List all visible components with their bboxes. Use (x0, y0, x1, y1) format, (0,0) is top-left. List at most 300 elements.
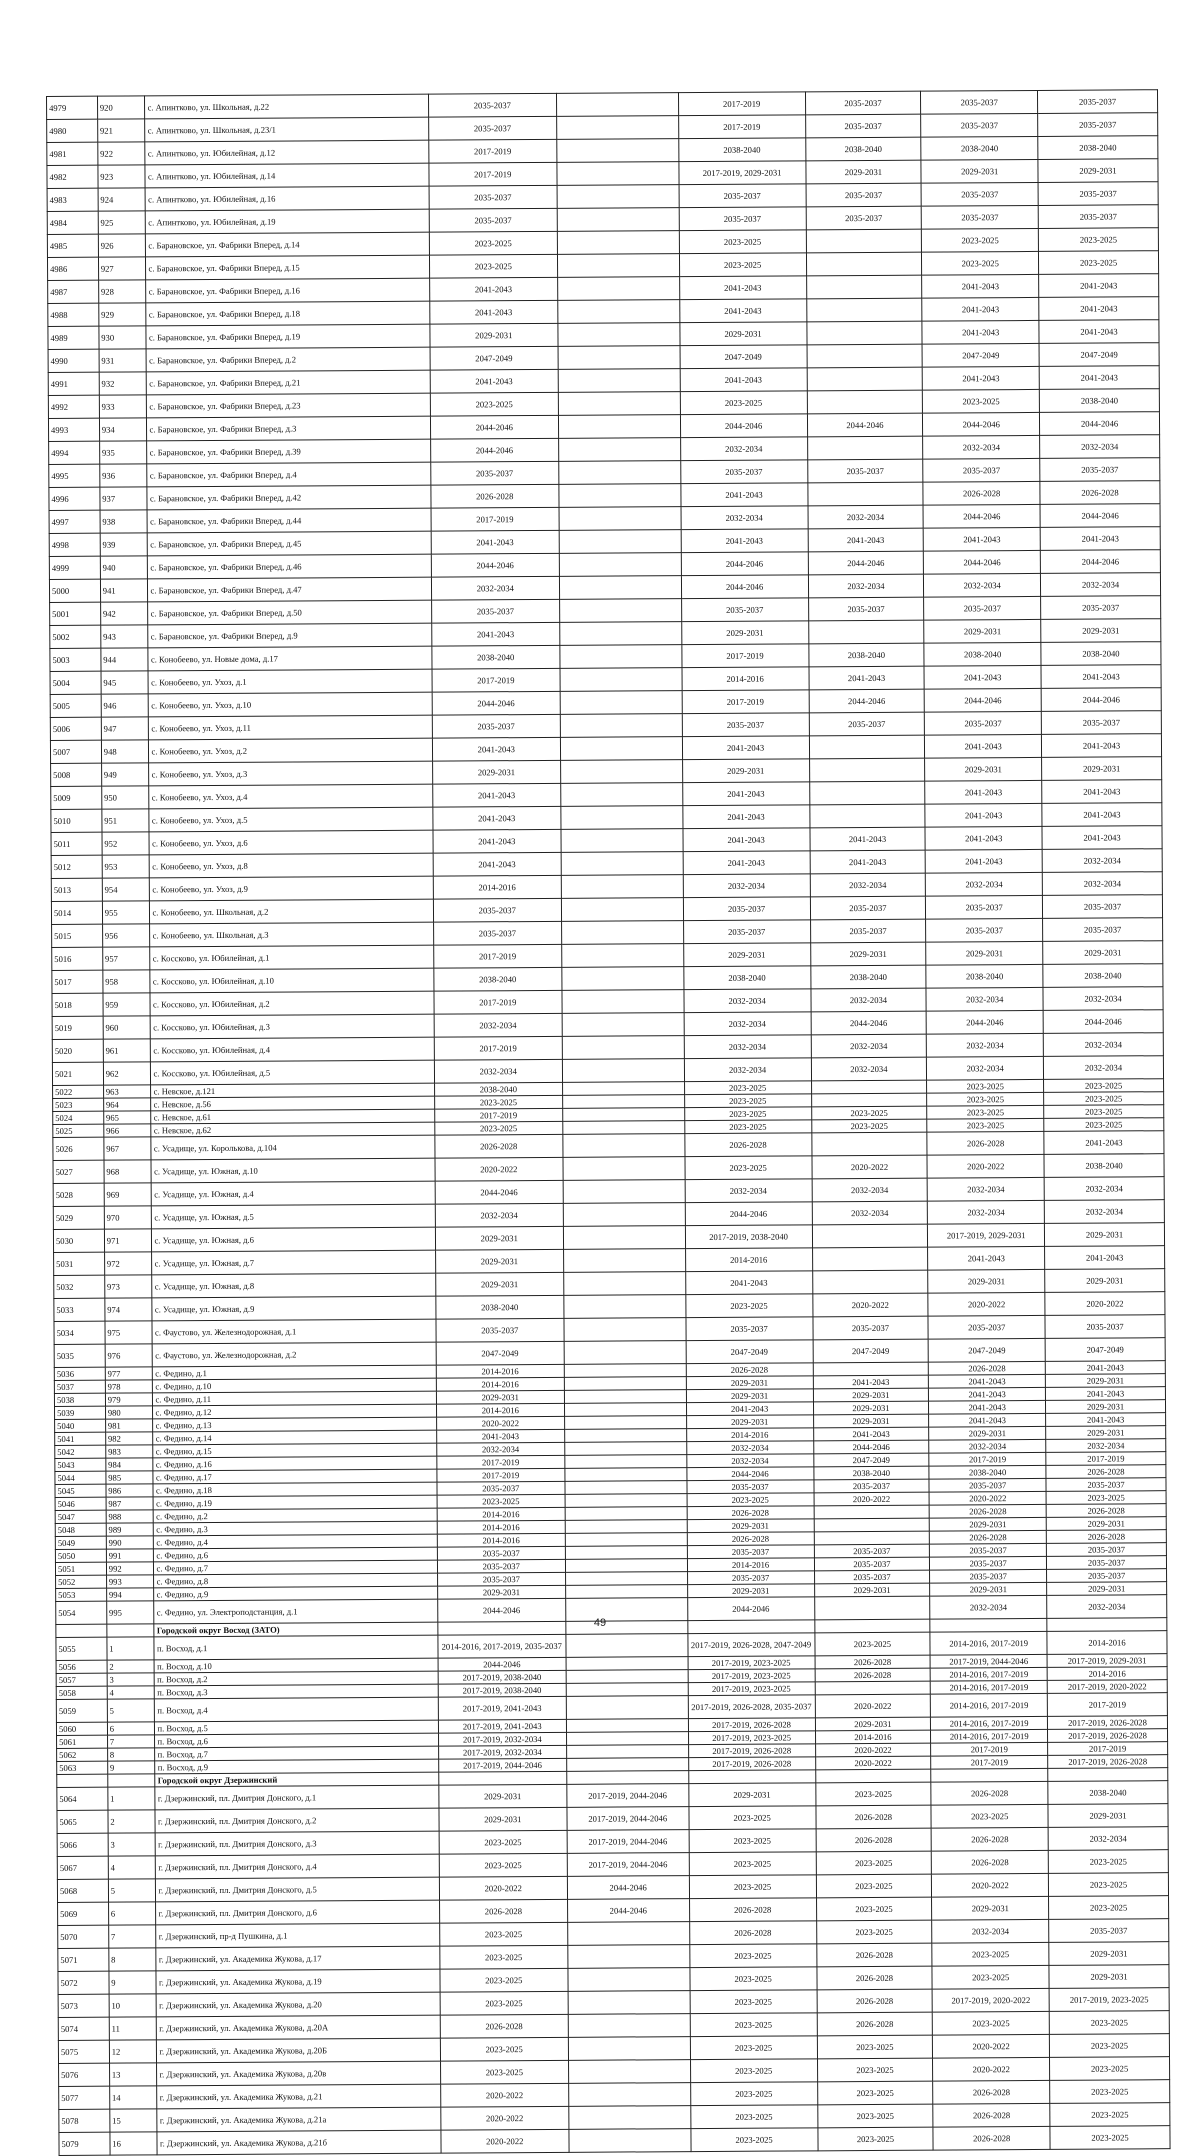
row-number-cell: 5066 (57, 1833, 108, 1856)
period-cell-6: 2035-2037 (1049, 1919, 1169, 1943)
period-cell-6: 2041-2043 (1045, 1246, 1165, 1270)
period-cell-1: 2032-2034 (431, 576, 559, 600)
address-cell: с. Апинтково, ул. Школьная, д.22 (145, 94, 428, 119)
local-number-cell: 7 (107, 1735, 155, 1748)
period-cell-2 (558, 323, 680, 347)
period-cell-1: 2017-2019 (431, 507, 559, 531)
row-number-cell: 5057 (56, 1673, 107, 1686)
row-number-cell: 5047 (55, 1510, 106, 1523)
period-cell-3: 2032-2034 (680, 437, 807, 461)
row-number-cell: 5027 (53, 1160, 104, 1183)
local-number-cell: 6 (108, 1902, 156, 1925)
local-number-cell: 962 (103, 1062, 151, 1085)
period-cell-1: 2044-2046 (438, 1598, 566, 1622)
address-cell: с. Барановское, ул. Фабрики Вперед, д.46 (148, 554, 431, 579)
period-cell-2 (560, 668, 682, 692)
period-cell-3: 2017-2019, 2038-2040 (685, 1225, 812, 1249)
period-cell-1: 2026-2028 (435, 1134, 563, 1158)
row-number-cell: 5063 (57, 1761, 108, 1774)
period-cell-1: 2029-2031 (430, 323, 558, 347)
period-cell-5: 2032-2034 (929, 1439, 1046, 1453)
period-cell-5: 2014-2016, 2017-2019 (931, 1729, 1048, 1743)
period-cell-3: 2035-2037 (687, 1571, 814, 1585)
row-number-cell: 5072 (58, 1971, 109, 1994)
period-cell-6: 2017-2019, 2020-2022 (1047, 1680, 1167, 1694)
row-number-cell: 5000 (49, 579, 100, 602)
address-cell: с. Апинтково, ул. Юбилейная, д.16 (146, 186, 429, 211)
local-number-cell: 992 (106, 1562, 154, 1575)
address-cell: с. Апинтково, ул. Юбилейная, д.14 (145, 163, 428, 188)
row-number-cell: 5028 (53, 1183, 104, 1206)
period-cell-1: 2014-2016 (433, 875, 561, 899)
period-cell-4: 2032-2034 (812, 1178, 928, 1202)
period-cell-4: 2035-2037 (807, 459, 923, 483)
period-cell-2 (566, 1758, 688, 1772)
period-cell-3: 2023-2025 (690, 2082, 817, 2106)
period-cell-2 (562, 990, 684, 1014)
period-cell-4 (812, 1247, 928, 1271)
period-cell-6: 2035-2037 (1041, 711, 1161, 735)
period-cell-1: 2029-2031 (439, 1807, 567, 1831)
period-cell-5: 2035-2037 (925, 711, 1042, 735)
period-cell-5: 2041-2043 (925, 734, 1042, 758)
period-cell-5: 2035-2037 (926, 895, 1043, 919)
period-cell-5: 2023-2025 (932, 1965, 1049, 1989)
period-cell-4: 2044-2046 (808, 551, 924, 575)
local-number-cell: 984 (106, 1458, 154, 1471)
period-cell-4: 2029-2031 (814, 1583, 930, 1597)
period-cell-4: 2035-2037 (806, 183, 922, 207)
row-number-cell: 5040 (55, 1419, 106, 1432)
period-cell-5: 2041-2043 (925, 780, 1042, 804)
address-cell: г. Дзержинский, ул. Академика Жукова, д.20в (157, 2061, 440, 2086)
period-cell-4 (809, 804, 925, 828)
period-cell-6: 2029-2031 (1049, 1965, 1169, 1989)
row-number-cell: 5025 (53, 1124, 104, 1137)
period-cell-1: 2017-2019 (429, 139, 557, 163)
period-cell-2 (557, 185, 679, 209)
period-cell-2 (565, 1494, 687, 1508)
period-cell-2 (558, 415, 680, 439)
row-number-cell: 4985 (47, 234, 98, 257)
period-cell-5: 2041-2043 (925, 826, 1042, 850)
period-cell-2 (568, 1945, 690, 1969)
period-cell-2 (569, 2129, 691, 2153)
period-cell-5: 2023-2025 (932, 1942, 1049, 1966)
period-cell-3: 2023-2025 (690, 2105, 817, 2129)
row-number-cell: 5060 (56, 1722, 107, 1735)
period-cell-3: 2023-2025 (684, 1081, 811, 1095)
period-cell-6: 2023-2025 (1046, 1491, 1166, 1505)
row-number-cell: 5006 (50, 717, 101, 740)
row-number-cell: 5007 (50, 740, 101, 763)
period-cell-2 (561, 921, 683, 945)
period-cell-5: 2035-2037 (924, 596, 1041, 620)
period-cell-6: 2032-2034 (1043, 1033, 1163, 1057)
address-cell: с. Федино, д.19 (154, 1495, 437, 1510)
period-cell-2 (558, 369, 680, 393)
address-cell: с. Барановское, ул. Фабрики Вперед, д.14 (146, 232, 429, 257)
period-cell-5: 2038-2040 (921, 136, 1038, 160)
period-cell-6: 2017-2019 (1046, 1452, 1166, 1466)
period-cell-6: 2032-2034 (1044, 1177, 1164, 1201)
period-cell-4: 2023-2025 (811, 1106, 927, 1120)
local-number-cell: 952 (102, 832, 150, 855)
local-number-cell: 983 (106, 1445, 154, 1458)
period-cell-3: 2029-2031 (686, 1376, 813, 1390)
period-cell-2 (563, 1226, 685, 1250)
period-cell-3: 2041-2043 (681, 483, 808, 507)
period-cell-6: 2032-2034 (1044, 1200, 1164, 1224)
period-cell-5: 2026-2028 (927, 1131, 1044, 1155)
period-cell-6: 2032-2034 (1042, 872, 1162, 896)
address-cell: с. Барановское, ул. Фабрики Вперед, д.19 (146, 324, 429, 349)
period-cell-5: 2023-2025 (927, 1079, 1044, 1093)
address-cell: с. Усадище, ул. Южная, д.10 (151, 1158, 434, 1183)
period-cell-3: 2029-2031 (686, 1415, 813, 1429)
period-cell-1: 2044-2046 (432, 691, 560, 715)
period-cell-6: 2032-2034 (1041, 573, 1161, 597)
address-cell: с. Коссково, ул. Юбилейная, д.4 (151, 1037, 434, 1062)
period-cell-3: 2044-2046 (687, 1597, 814, 1621)
period-cell-6: 2023-2025 (1039, 251, 1159, 275)
period-cell-3: 2035-2037 (682, 713, 809, 737)
address-cell: г. Дзержинский, ул. Академика Жукова, д.17 (156, 1946, 439, 1971)
local-number-cell: 941 (100, 579, 148, 602)
address-cell: с. Федино, д.16 (153, 1456, 436, 1471)
period-cell-6: 2023-2025 (1044, 1079, 1164, 1093)
row-number-cell: 5001 (50, 602, 101, 625)
period-cell-3: 2014-2016 (682, 667, 809, 691)
period-cell-4: 2014-2016 (815, 1730, 931, 1744)
period-cell-2 (559, 576, 681, 600)
row-number-cell: 5075 (58, 2040, 109, 2063)
local-number-cell: 14 (109, 2086, 157, 2109)
local-number-cell: 7 (108, 1925, 156, 1948)
period-cell-1: 2035-2037 (433, 921, 561, 945)
period-cell-6: 2032-2034 (1048, 1827, 1168, 1851)
local-number-cell: 969 (104, 1183, 152, 1206)
period-cell-1: 2023-2025 (429, 231, 557, 255)
period-cell-5: 2032-2034 (926, 872, 1043, 896)
period-cell-1: 2017-2019, 2041-2043 (438, 1719, 566, 1733)
period-cell-1: 2017-2019 (429, 162, 557, 186)
period-cell-1: 2044-2046 (430, 438, 558, 462)
period-cell-5: 2029-2031 (932, 1896, 1049, 1920)
local-number-cell: 976 (105, 1344, 153, 1367)
period-cell-5: 2035-2037 (930, 1556, 1047, 1570)
period-cell-4: 2026-2028 (817, 2012, 933, 2036)
period-cell-4: 2038-2040 (808, 643, 924, 667)
period-cell-3: 2047-2049 (680, 345, 807, 369)
period-cell-1: 2032-2034 (434, 1013, 562, 1037)
address-cell: с. Невское, д.62 (151, 1122, 434, 1137)
row-number-cell: 5046 (55, 1497, 106, 1510)
row-number-cell: 5003 (50, 648, 101, 671)
period-cell-2 (559, 461, 681, 485)
period-cell-5: 2035-2037 (928, 1315, 1045, 1339)
period-cell-3: 2023-2025 (685, 1156, 812, 1180)
period-cell-4 (809, 781, 925, 805)
local-number-cell: 990 (106, 1536, 154, 1549)
period-cell-2 (565, 1585, 687, 1599)
period-cell-3: 2017-2019, 2026-2028 (688, 1744, 815, 1758)
period-cell-6: 2041-2043 (1045, 1361, 1165, 1375)
period-cell-5: 2041-2043 (922, 297, 1039, 321)
period-cell-6: 2026-2028 (1040, 481, 1160, 505)
address-cell: г. Дзержинский, пл. Дмитрия Донского, д.6 (156, 1900, 439, 1925)
period-cell-4: 2023-2025 (816, 1920, 932, 1944)
row-number-cell: 5053 (56, 1588, 107, 1601)
local-number-cell: 955 (102, 901, 150, 924)
period-cell-5: 2026-2028 (930, 1530, 1047, 1544)
address-cell: с. Федино, д.12 (153, 1404, 436, 1419)
period-cell-6: 2032-2034 (1042, 849, 1162, 873)
row-number-cell: 4988 (48, 303, 99, 326)
row-number-cell: 4992 (48, 395, 99, 418)
period-cell-1: 2023-2025 (430, 392, 558, 416)
local-number-cell: 927 (98, 257, 146, 280)
period-cell-5: 2020-2022 (933, 2034, 1050, 2058)
period-cell-6: 2035-2037 (1045, 1315, 1165, 1339)
period-cell-1: 2032-2034 (435, 1203, 563, 1227)
period-cell-6: 2041-2043 (1040, 527, 1160, 551)
period-cell-4: 2029-2031 (810, 942, 926, 966)
period-cell-5: 2029-2031 (924, 619, 1041, 643)
period-cell-6: 2035-2037 (1041, 596, 1161, 620)
local-number-cell: 16 (110, 2132, 158, 2155)
period-cell-3: 2023-2025 (689, 1944, 816, 1968)
period-cell-2 (563, 1180, 685, 1204)
period-cell-4 (806, 275, 922, 299)
address-cell: с. Федино, д.11 (153, 1391, 436, 1406)
period-cell-6: 2041-2043 (1039, 366, 1159, 390)
period-cell-1: 2017-2019, 2041-2043 (438, 1696, 566, 1720)
period-cell-1: 2035-2037 (431, 599, 559, 623)
period-cell-2 (564, 1341, 686, 1365)
address-cell: с. Невское, д.61 (151, 1109, 434, 1124)
period-cell-4: 2023-2025 (817, 2081, 933, 2105)
period-cell-6: 2014-2016 (1047, 1631, 1167, 1655)
period-cell-1: 2029-2031 (436, 1272, 564, 1296)
period-cell-6: 2023-2025 (1048, 1873, 1168, 1897)
period-cell-2 (564, 1442, 686, 1456)
period-cell-6: 2017-2019, 2026-2028 (1048, 1716, 1168, 1730)
period-cell-3: 2026-2028 (689, 1921, 816, 1945)
period-cell-6: 2032-2034 (1043, 987, 1163, 1011)
row-number-cell: 4986 (47, 257, 98, 280)
period-cell-2 (561, 829, 683, 853)
period-cell-4: 2020-2022 (815, 1756, 931, 1770)
section-title: Городской округ Восход (ЗАТО) (154, 1622, 437, 1637)
period-cell-1: 2023-2025 (435, 1121, 563, 1135)
period-cell-3: 2026-2028 (689, 1898, 816, 1922)
period-cell-5: 2026-2028 (931, 1827, 1048, 1851)
period-cell-1: 2023-2025 (440, 1991, 568, 2015)
period-cell-5: 2026-2028 (932, 1850, 1049, 1874)
table-body (47, 90, 1171, 2156)
period-cell-2 (564, 1364, 686, 1378)
period-cell-2 (557, 231, 679, 255)
period-cell-5: 2035-2037 (921, 182, 1038, 206)
period-cell-1: 2035-2037 (432, 714, 560, 738)
row-number-cell: 5067 (57, 1856, 108, 1879)
period-cell-5: 2041-2043 (929, 1387, 1046, 1401)
period-cell-6: 2017-2019, 2026-2028 (1048, 1729, 1168, 1743)
period-cell-1: 2047-2049 (436, 1341, 564, 1365)
address-cell: с. Барановское, ул. Фабрики Вперед, д.15 (146, 255, 429, 280)
section-blank-cell (815, 1769, 931, 1783)
period-cell-5: 2032-2034 (927, 1177, 1044, 1201)
period-cell-1: 2041-2043 (436, 1429, 564, 1443)
period-cell-3: 2041-2043 (686, 1402, 813, 1416)
period-cell-3: 2023-2025 (679, 230, 806, 254)
period-cell-6: 2014-2016 (1047, 1667, 1167, 1681)
period-cell-2 (559, 622, 681, 646)
period-cell-5: 2041-2043 (923, 366, 1040, 390)
address-cell: с. Барановское, ул. Фабрики Вперед, д.9 (148, 623, 431, 648)
period-cell-3: 2023-2025 (690, 2036, 817, 2060)
address-cell: с. Барановское, ул. Фабрики Вперед, д.44 (148, 508, 431, 533)
period-cell-3: 2047-2049 (686, 1340, 813, 1364)
period-cell-6: 2041-2043 (1046, 1387, 1166, 1401)
section-blank-cell (439, 1771, 567, 1785)
period-cell-1: 2041-2043 (431, 530, 559, 554)
address-cell: с. Федино, д.4 (154, 1534, 437, 1549)
period-cell-3: 2023-2025 (689, 1875, 816, 1899)
address-cell: с. Федино, д.6 (154, 1547, 437, 1562)
period-cell-3: 2032-2034 (686, 1454, 813, 1468)
period-cell-4 (811, 1132, 927, 1156)
section-blank-cell (931, 1768, 1048, 1782)
address-cell: с. Барановское, ул. Фабрики Вперед, д.50 (148, 600, 431, 625)
period-cell-5: 2023-2025 (927, 1118, 1044, 1132)
period-cell-1: 2041-2043 (429, 277, 557, 301)
period-cell-3: 2032-2034 (686, 1441, 813, 1455)
local-number-cell: 987 (106, 1497, 154, 1510)
period-cell-2 (564, 1390, 686, 1404)
address-cell: п. Восход, д.6 (155, 1733, 438, 1748)
period-cell-3: 2041-2043 (679, 276, 806, 300)
period-cell-6: 2026-2028 (1046, 1465, 1166, 1479)
address-cell: с. Фаустово, ул. Железнодорожная, д.2 (153, 1342, 436, 1367)
address-cell: п. Восход, д.10 (155, 1658, 438, 1673)
local-number-cell: 940 (100, 556, 148, 579)
period-cell-6: 2038-2040 (1039, 389, 1159, 413)
period-cell-2 (566, 1634, 688, 1658)
period-cell-3: 2023-2025 (684, 1120, 811, 1134)
address-cell: с. Усадище, ул. Королькова, д.104 (151, 1135, 434, 1160)
row-number-cell: 5041 (55, 1432, 106, 1445)
period-cell-2 (564, 1416, 686, 1430)
period-cell-5: 2029-2031 (930, 1582, 1047, 1596)
period-cell-1: 2035-2037 (429, 208, 557, 232)
address-cell: с. Барановское, ул. Фабрики Вперед, д.16 (146, 278, 429, 303)
local-number-cell: 929 (99, 303, 147, 326)
period-cell-4: 2035-2037 (810, 919, 926, 943)
period-cell-2 (569, 2106, 691, 2130)
period-cell-4 (807, 436, 923, 460)
schedule-table (46, 89, 1171, 2156)
period-cell-2 (564, 1429, 686, 1443)
period-cell-1: 2035-2037 (433, 898, 561, 922)
local-number-cell: 5 (107, 1699, 155, 1722)
row-number-cell: 5011 (51, 832, 102, 855)
period-cell-1: 2014-2016 (437, 1520, 565, 1534)
period-cell-3: 2044-2046 (681, 575, 808, 599)
period-cell-1: 2029-2031 (437, 1585, 565, 1599)
period-cell-5: 2038-2040 (926, 964, 1043, 988)
period-cell-3: 2023-2025 (687, 1493, 814, 1507)
address-cell: с. Конобеево, ул. Ухоз, д.8 (150, 853, 433, 878)
period-cell-3: 2041-2043 (683, 851, 810, 875)
local-number-cell: 5 (108, 1879, 156, 1902)
period-cell-1: 2026-2028 (439, 1899, 567, 1923)
section-blank-cell (688, 1770, 815, 1784)
period-cell-6: 2041-2043 (1042, 803, 1162, 827)
period-cell-1: 2017-2019 (435, 1108, 563, 1122)
local-number-cell: 968 (104, 1160, 152, 1183)
period-cell-1: 2035-2037 (429, 185, 557, 209)
row-number-cell: 5023 (53, 1098, 104, 1111)
period-cell-4: 2023-2025 (814, 1632, 930, 1656)
row-number-cell: 5073 (58, 1994, 109, 2017)
period-cell-6: 2029-2031 (1047, 1582, 1167, 1596)
period-cell-6: 2029-2031 (1049, 1942, 1169, 1966)
local-number-cell: 946 (101, 694, 149, 717)
period-cell-5: 2032-2034 (923, 435, 1040, 459)
period-cell-3: 2041-2043 (682, 805, 809, 829)
address-cell: г. Дзержинский, ул. Академика Жукова, д.21а (157, 2107, 440, 2132)
period-cell-1: 2014-2016 (436, 1364, 564, 1378)
period-cell-6: 2029-2031 (1045, 1269, 1165, 1293)
period-cell-1: 2044-2046 (430, 415, 558, 439)
period-cell-4: 2029-2031 (813, 1414, 929, 1428)
row-number-cell: 4997 (49, 510, 100, 533)
period-cell-3: 2017-2019, 2026-2028 (688, 1718, 815, 1732)
period-cell-4: 2023-2025 (817, 2104, 933, 2128)
period-cell-4: 2023-2025 (816, 1897, 932, 1921)
period-cell-1: 2017-2019, 2032-2034 (438, 1745, 566, 1759)
period-cell-2 (562, 1013, 684, 1037)
period-cell-5: 2038-2040 (929, 1465, 1046, 1479)
period-cell-4: 2041-2043 (809, 666, 925, 690)
period-cell-4: 2029-2031 (815, 1717, 931, 1731)
address-cell: с. Федино, д.14 (153, 1430, 436, 1445)
period-cell-4 (814, 1518, 930, 1532)
period-cell-5: 2020-2022 (928, 1292, 1045, 1316)
period-cell-5: 2041-2043 (923, 527, 1040, 551)
period-cell-5: 2041-2043 (929, 1400, 1046, 1414)
period-cell-6: 2035-2037 (1043, 918, 1163, 942)
address-cell: с. Конобеево, ул. Ухоз, д.2 (149, 738, 432, 763)
local-number-cell: 924 (98, 188, 146, 211)
period-cell-5: 2014-2016, 2017-2019 (930, 1631, 1047, 1655)
row-number-cell: 5029 (53, 1206, 104, 1229)
address-cell: с. Федино, д.1 (153, 1365, 436, 1380)
local-number-cell: 989 (106, 1523, 154, 1536)
period-cell-6: 2035-2037 (1038, 205, 1158, 229)
row-number-cell: 5032 (54, 1275, 105, 1298)
local-number-cell: 926 (98, 234, 146, 257)
address-cell: с. Апинтково, ул. Юбилейная, д.12 (145, 140, 428, 165)
section-title: Городской округ Дзержинский (155, 1772, 438, 1787)
period-cell-2: 2017-2019, 2044-2046 (567, 1830, 689, 1854)
address-cell: г. Дзержинский, пр-д Пушкина, д.1 (156, 1923, 439, 1948)
period-cell-6: 2044-2046 (1043, 1010, 1163, 1034)
period-cell-3: 2035-2037 (679, 207, 806, 231)
period-cell-6: 2023-2025 (1044, 1118, 1164, 1132)
